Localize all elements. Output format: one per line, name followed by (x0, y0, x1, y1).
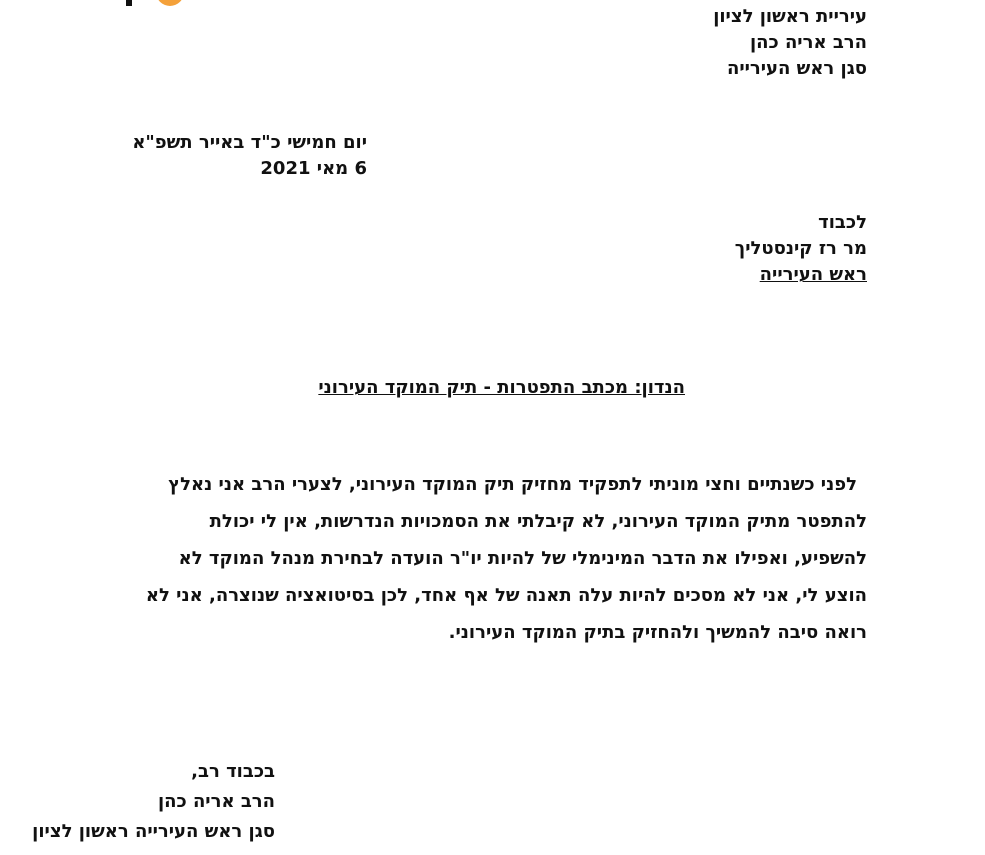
date-gregorian: 6 מאי 2021 (260, 158, 367, 179)
recipient-block (735, 210, 867, 288)
signatory-title: סגן ראש העירייה ראשון לציון (32, 821, 275, 842)
sender-organization: עיריית ראשון לציון (713, 6, 867, 27)
closing-regards: בכבוד רב, (191, 761, 275, 782)
logo-fragment-dark (126, 0, 132, 6)
subject-line: הנדון: מכתב התפטרות - תיק המוקד העירוני (318, 377, 685, 398)
date-hebrew: יום חמישי כ"ד באייר תשפ"א (132, 132, 367, 153)
date-block (132, 130, 367, 182)
recipient-name: מר רז קינסטליך (734, 238, 867, 259)
body-line: להשפיע, ואפילו את הדבר המינימלי של להיות יו"ר הועדה לבחירת מנהל המוקד לא (178, 548, 867, 569)
letter-body (117, 466, 867, 651)
body-line: הוצע לי, אני לא מסכים להיות עלה תאנה של אף אחד, לכן בסיטואציה שנוצרה, אני לא (145, 585, 867, 606)
body-line: להתפטר מתיק המוקד העירוני, לא קיבלתי את הסמכויות הנדרשות, אין לי יכולת (209, 511, 867, 532)
recipient-salutation: לכבוד (818, 212, 867, 233)
logo-fragment (156, 0, 184, 6)
body-line: רואה סיבה להמשיך ולהחזיק בתיק המוקד העירוני. (448, 622, 867, 643)
body-line: לפני כשנתיים וחצי מוניתי לתפקיד מחזיק תיק המוקד העירוני, לצערי הרב אני נאלץ (168, 474, 857, 495)
sender-name: הרב אריה כהן (749, 32, 867, 53)
signatory-name: הרב אריה כהן (157, 791, 275, 812)
closing-block (32, 757, 275, 847)
sender-block (713, 4, 867, 82)
sender-title: סגן ראש העירייה (726, 58, 867, 79)
recipient-title: ראש העירייה (759, 264, 867, 285)
